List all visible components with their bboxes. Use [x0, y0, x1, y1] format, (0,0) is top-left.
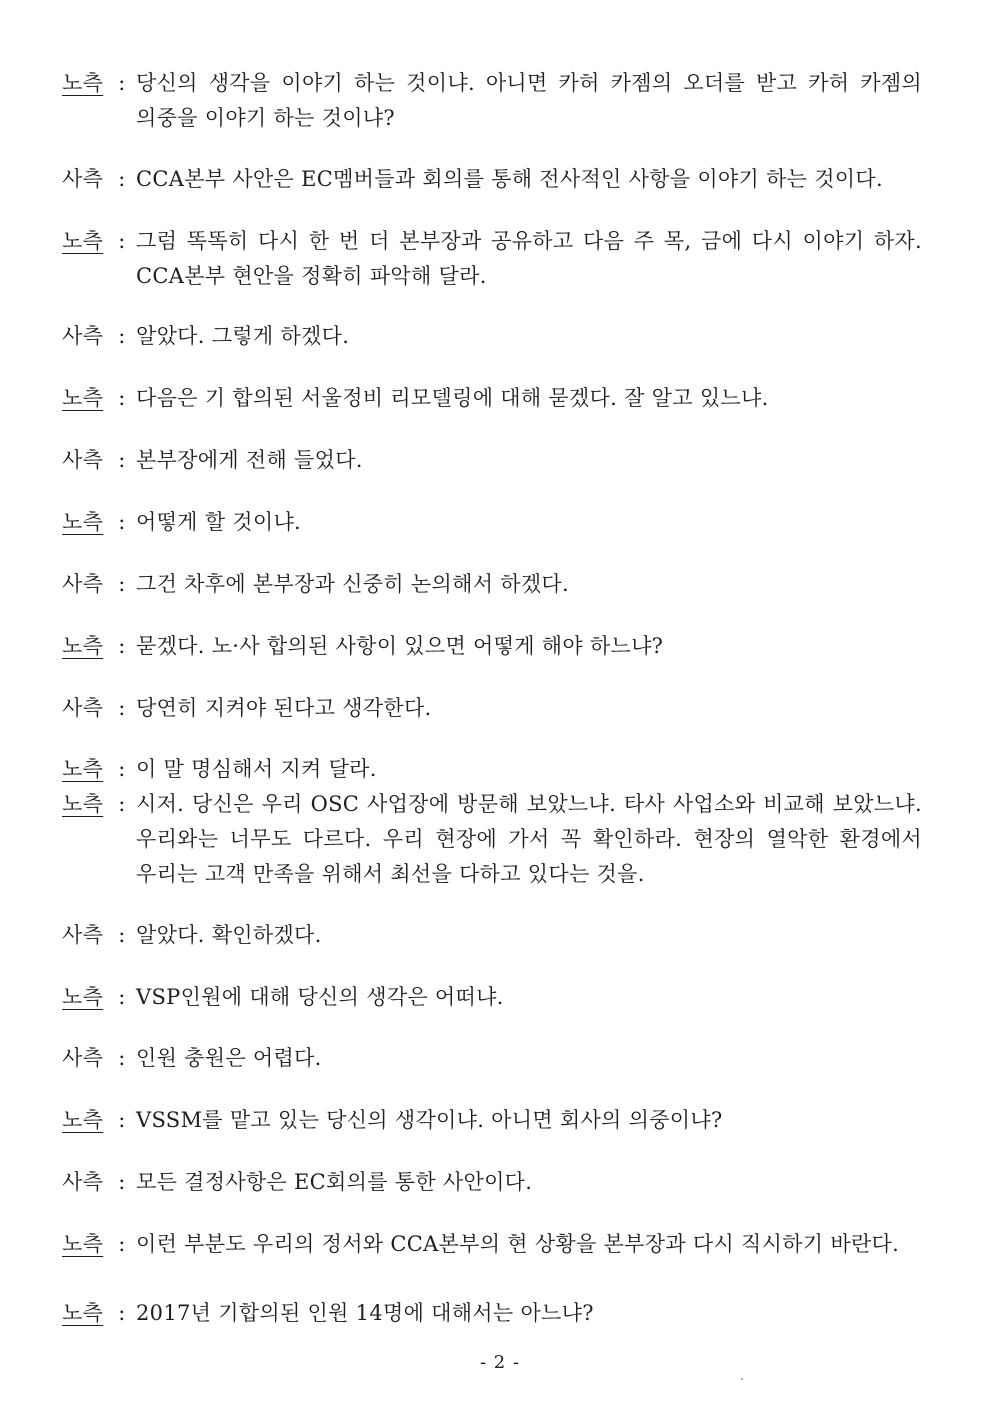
speaker-label-management: 사측 [62, 448, 104, 472]
dialogue-entry [62, 691, 922, 726]
colon-separator: : [118, 448, 126, 472]
dialogue-entry [62, 381, 922, 416]
dialogue-entry [62, 1227, 922, 1262]
dialogue-text: CCA본부 사안은 EC멤버들과 회의를 통해 전사적인 사항을 이야기 하는 것이다. [136, 167, 883, 191]
speaker-label-management: 사측 [62, 324, 104, 348]
colon-separator: : [118, 167, 126, 191]
speaker-label-union: 노측 [62, 386, 104, 410]
dialogue-text: 당연히 지켜야 된다고 생각한다. [136, 696, 432, 720]
dialogue-text: 이 말 명심해서 지켜 달라. [136, 757, 377, 781]
colon-separator: : [118, 1108, 126, 1132]
colon-separator: : [118, 1232, 126, 1256]
speaker-label-union: 노측 [62, 1108, 104, 1132]
speaker-label-management: 사측 [62, 1170, 104, 1194]
speaker-label-union: 노측 [62, 792, 104, 816]
speaker-label-union: 노측 [62, 1232, 104, 1256]
speaker-label-union: 노측 [62, 1301, 104, 1325]
dialogue-entry [62, 66, 922, 136]
dialogue-text: 2017년 기합의된 인원 14명에 대해서는 아느냐? [136, 1301, 594, 1325]
dialogue-text: VSSM를 맡고 있는 당신의 생각이냐. 아니면 회사의 의중이냐? [136, 1108, 723, 1132]
dialogue-entry [62, 224, 922, 294]
speaker-label-union: 노측 [62, 985, 104, 1009]
dialogue-entry [62, 1165, 922, 1200]
dialogue-entry [62, 505, 922, 540]
colon-separator: : [118, 229, 126, 253]
colon-separator: : [118, 1170, 126, 1194]
dialogue-entry [62, 787, 922, 892]
speaker-label-management: 사측 [62, 167, 104, 191]
dialogue-entry [62, 918, 922, 953]
colon-separator: : [118, 572, 126, 596]
colon-separator: : [118, 510, 126, 534]
dialogue-text: 시저. 당신은 우리 OSC 사업장에 방문해 보았느냐. 타사 사업소와 비교해 보았느냐. 우리와는 너무도 다르다. 우리 현장에 가서 꼭 확인하라. 현장의 열악한 환경에서 우리는 고객 만족을 위해서 최선을 다하고 있다는 것을. [136, 792, 922, 886]
speaker-label-union: 노측 [62, 757, 104, 781]
speaker-label-union: 노측 [62, 229, 104, 253]
dialogue-text: 알았다. 확인하겠다. [136, 923, 322, 947]
speaker-label-management: 사측 [62, 572, 104, 596]
dialogue-text: 알았다. 그렇게 하겠다. [136, 324, 350, 348]
speaker-label-management: 사측 [62, 696, 104, 720]
speaker-label-management: 사측 [62, 1046, 104, 1070]
dialogue-entry [62, 1296, 922, 1331]
dialogue-entry [62, 162, 922, 197]
speaker-label-union: 노측 [62, 510, 104, 534]
dialogue-entry [62, 319, 922, 354]
colon-separator: : [118, 1046, 126, 1070]
colon-separator: : [118, 757, 126, 781]
dialogue-text: 당신의 생각을 이야기 하는 것이냐. 아니면 카허 카젬의 오더를 받고 카허 카젬의 의중을 이야기 하는 것이냐? [136, 71, 922, 130]
colon-separator: : [118, 634, 126, 658]
dialogue-text: 인원 충원은 어렵다. [136, 1046, 322, 1070]
colon-separator: : [118, 696, 126, 720]
dialogue-text: 그건 차후에 본부장과 신중히 논의해서 하겠다. [136, 572, 569, 596]
dialogue-text: 이런 부분도 우리의 정서와 CCA본부의 현 상황을 본부장과 다시 직시하기 바란다. [136, 1232, 900, 1256]
scan-speck [741, 1378, 743, 1380]
dialogue-entry [62, 980, 922, 1015]
page-number: - 2 - [479, 1352, 521, 1373]
colon-separator: : [118, 324, 126, 348]
colon-separator: : [118, 71, 126, 95]
speaker-label-union: 노측 [62, 71, 104, 95]
dialogue-text: 다음은 기 합의된 서울정비 리모델링에 대해 묻겠다. 잘 알고 있느냐. [136, 386, 769, 410]
dialogue-entry [62, 752, 922, 787]
speaker-label-union: 노측 [62, 634, 104, 658]
dialogue-entry [62, 443, 922, 478]
dialogue-entry [62, 1103, 922, 1138]
dialogue-text: 어떻게 할 것이냐. [136, 510, 302, 534]
dialogue-text: 모든 결정사항은 EC회의를 통한 사안이다. [136, 1170, 533, 1194]
dialogue-entry [62, 1041, 922, 1076]
colon-separator: : [118, 985, 126, 1009]
colon-separator: : [118, 1301, 126, 1325]
speaker-label-management: 사측 [62, 923, 104, 947]
dialogue-text: 본부장에게 전해 들었다. [136, 448, 363, 472]
dialogue-text: VSP인원에 대해 당신의 생각은 어떠냐. [136, 985, 504, 1009]
colon-separator: : [118, 792, 126, 816]
dialogue-text: 묻겠다. 노·사 합의된 사항이 있으면 어떻게 해야 하느냐? [136, 634, 664, 658]
dialogue-entry [62, 629, 922, 664]
dialogue-entry [62, 567, 922, 602]
colon-separator: : [118, 923, 126, 947]
colon-separator: : [118, 386, 126, 410]
dialogue-text: 그럼 똑똑히 다시 한 번 더 본부장과 공유하고 다음 주 목, 금에 다시 이야기 하자. CCA본부 현안을 정확히 파악해 달라. [136, 229, 922, 288]
